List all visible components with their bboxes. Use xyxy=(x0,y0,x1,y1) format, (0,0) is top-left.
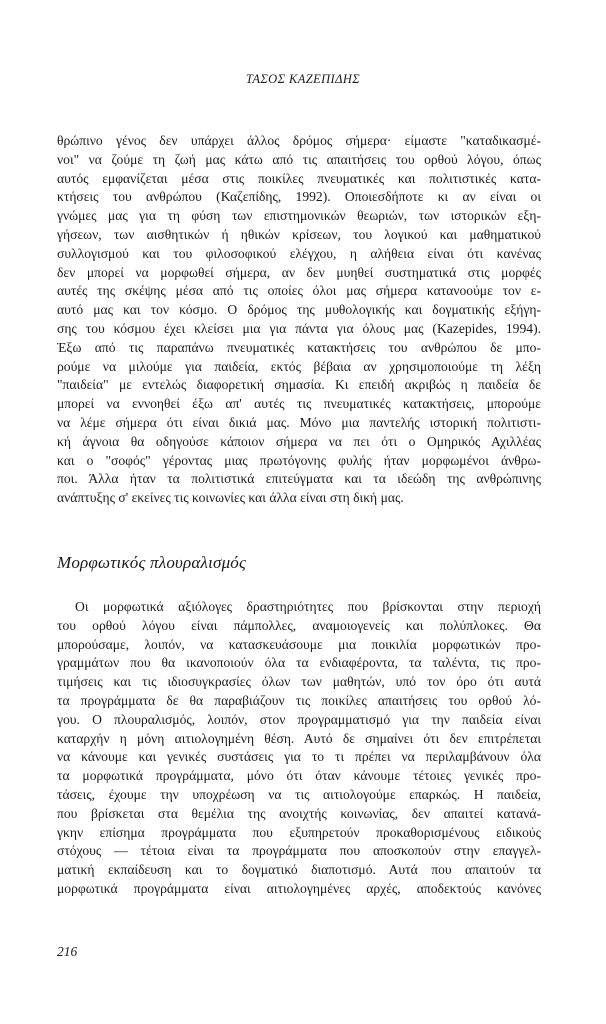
text-line: Οι μορφωτικά αξιόλογες δραστηριότητες που βρίσκονται στην περιοχή xyxy=(75,599,541,614)
text-line: νοι" να ζούμε τη ζωή μας κάτω από τις απαιτήσεις του ορθού λόγου, όπως xyxy=(57,151,541,167)
text-line: συλλογισμού και του φιλοσοφικού ελέγχου, η αλήθεια είναι ότι κανένας xyxy=(57,245,541,261)
text-line: γου. Ο πλουραλισμός, λοιπόν, στον προγραμματισμό για την παιδεία είναι xyxy=(57,711,541,727)
text-line: κτήσεις του ανθρώπου (Καζεπίδης, 1992). Οποιεσδήποτε κι αν είναι οι xyxy=(57,189,541,205)
text-line: αυτός εμφανίζεται μέσα στις ποικίλες πνευματικές και πολιτιστικές κατα- xyxy=(57,170,541,186)
text-line: τάσεις, έχουμε την υποχρέωση να τις αιτιολογούμε επαρκώς. Η παιδεία, xyxy=(57,786,541,802)
text-line: του ορθού λόγου είναι πάμπολλες, αναμοιογενείς και πολύπλοκες. Θα xyxy=(57,617,541,633)
text-line: που βρίσκεται στα θεμέλια της ανοιχτής κοινωνίας, δεν απαιτεί κατανά- xyxy=(57,805,541,821)
text-line: ματική εκπαίδευση και το δογματικό διαποτισμό. Αυτά που απαιτούν τα xyxy=(57,862,541,878)
text-line: γήσεων, των αισθητικών ή ηθικών κρίσεων, του λογικού και μαθηματικού xyxy=(57,226,541,242)
section-heading: Μορφωτικός πλουραλισμός xyxy=(57,553,247,572)
text-line: αυτές της σκέψης μέσα από τις οποίες όλοι μας σήμερα κατανοούμε τον ε- xyxy=(57,283,541,299)
text-line: μπορεί να εννοηθεί έξω απ' αυτές τις πνευματικές κατακτήσεις, μπορούμε xyxy=(57,396,541,412)
text-line: να κάνουμε και γενικές συστάσεις για το τι πρέπει να περιλαμβάνουν όλα xyxy=(57,749,541,765)
text-line: γκην επίσημα προγράμματα που εξυπηρετούν προκαθορισμένους ειδικούς xyxy=(57,824,541,840)
text-line: και ο "σοφός" γέροντας μιας πρωτόγονης φυλής ήταν μορφωμένοι άνθρω- xyxy=(57,452,541,468)
text-line: τα προγράμματα δε θα παραβιάζουν τις ποικίλες απαιτήσεις του ορθού λό- xyxy=(57,692,541,708)
text-line: να λέμε σήμερα ότι είναι δικιά μας. Μόνο μια παντελής ιστορική πολιτιστι- xyxy=(57,414,541,430)
text-line: γραμμάτων που θα ικανοποιούν όλα τα ενδιαφέροντα, τα ταλέντα, τις προ- xyxy=(57,655,541,671)
paragraph-2 xyxy=(57,598,541,899)
text-line: μπορούσαμε, λοιπόν, να κατασκευάσουμε μια ποικιλία μορφωτικών προ- xyxy=(57,636,541,652)
running-head: ΤΑΣΟΣ ΚΑΖΕΠΙΔΗΣ xyxy=(245,72,361,86)
text-line: μορφωτικά προγράμματα είναι αιτιολογημένες αρχές, αποδεκτούς κανόνες xyxy=(57,880,541,896)
text-line: γνώμες μας για τη φύση των επιστημονικών θεωριών, των ιστορικών εξη- xyxy=(57,208,541,224)
text-line: τιμήσεις και τις ιδιοσυγκρασίες όλων των μαθητών, υπό τον όρο ότι αυτά xyxy=(57,674,541,690)
text-line: "παιδεία" με εντελώς διαφορετική σημασία. Κι επειδή ακριβώς η παιδεία δε xyxy=(57,377,541,393)
text-line: δεν μπορεί να μορφωθεί σήμερα, αν δεν μυηθεί συστηματικά στις μορφές xyxy=(57,264,541,280)
text-line: ρούμε να μιλούμε για παιδεία, εκτός βέβαια αν χρησιμοποιούμε τη λέξη xyxy=(57,358,541,374)
text-line: θρώπινο γένος δεν υπάρχει άλλος δρόμος σήμερα· είμαστε "καταδικασμέ- xyxy=(57,133,541,148)
text-line: τα μορφωτικά προγράμματα, μόνο ότι όταν κάνουμε τέτοιες γενικές προ- xyxy=(57,768,541,784)
text-line: ποι. Άλλα ήταν τα πολιτιστικά επιτεύγματα και τα ιδεώδη της ανθρώπινης xyxy=(57,471,541,487)
text-line: στόχους — τέτοια είναι τα προγράμματα που αποσκοπούν στην επαγγελ- xyxy=(57,843,541,859)
text-line: αυτό μας και τον κόσμο. Ο δρόμος της μυθολογικής και δογματικής εξήγη- xyxy=(57,302,541,318)
text-line: καταρχήν η μόνη αιτιολογημένη θέση. Αυτό δε σημαίνει ότι δεν επιτρέπεται xyxy=(57,730,541,746)
text-line: ανάπτυξης σ' εκείνες τις κοινωνίες και άλλα είναι στη δική μας. xyxy=(57,490,404,506)
page-number: 216 xyxy=(57,944,78,959)
paragraph-1 xyxy=(57,132,541,508)
text-line: σης του κόσμου έχει κλείσει μια για πάντα για όλους μας (Kazepides, 1994). xyxy=(57,320,541,336)
text-line: κή άγνοια θα οδηγούσε κάποιον σήμερα να πει ότι ο Ομηρικός Αχιλλέας xyxy=(57,433,541,449)
text-line: Έξω από τις παραπάνω πνευματικές κατακτήσεις του ανθρώπου δε μπο- xyxy=(57,339,541,355)
